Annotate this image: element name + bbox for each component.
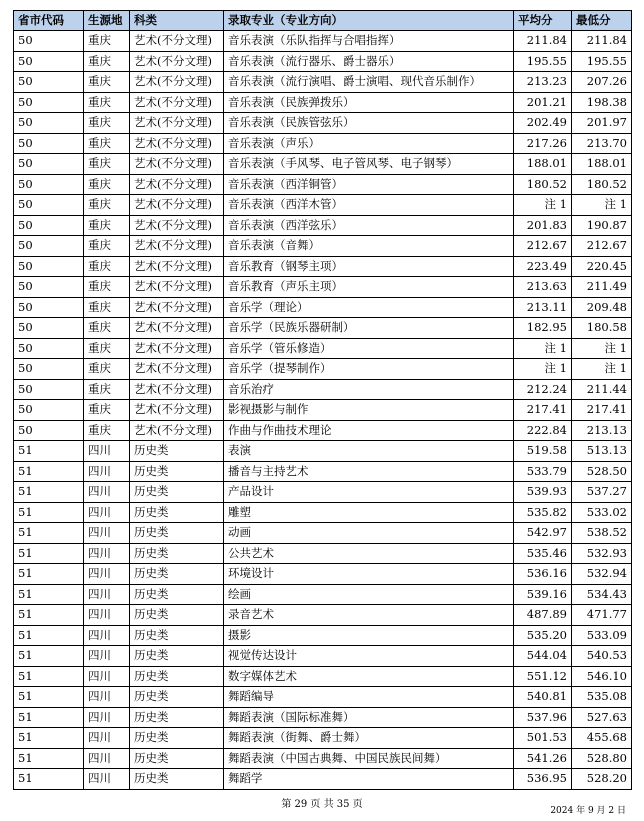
major-cell: 环境设计 <box>224 564 514 585</box>
average-score-cell: 539.93 <box>514 482 572 503</box>
major-cell: 影视摄影与制作 <box>224 400 514 421</box>
table-row <box>14 748 632 769</box>
average-score-cell: 182.95 <box>514 318 572 339</box>
table-row <box>14 174 632 195</box>
origin-cell: 四川 <box>84 605 130 626</box>
origin-cell: 四川 <box>84 482 130 503</box>
table-row <box>14 646 632 667</box>
header-origin: 生源地 <box>84 11 130 31</box>
average-score-cell: 539.16 <box>514 584 572 605</box>
major-cell: 音乐学（管乐修造） <box>224 338 514 359</box>
province-code-cell: 50 <box>14 154 84 175</box>
major-cell: 动画 <box>224 523 514 544</box>
major-cell: 舞蹈表演（国际标准舞） <box>224 707 514 728</box>
average-score-cell: 213.23 <box>514 72 572 93</box>
min-score-cell: 534.43 <box>572 584 632 605</box>
average-score-cell: 201.83 <box>514 215 572 236</box>
header-major: 录取专业（专业方向） <box>224 11 514 31</box>
province-code-cell: 50 <box>14 297 84 318</box>
origin-cell: 四川 <box>84 707 130 728</box>
major-cell: 音乐表演（西洋弦乐） <box>224 215 514 236</box>
major-cell: 音乐表演（流行器乐、爵士器乐） <box>224 51 514 72</box>
table-row <box>14 318 632 339</box>
table-row <box>14 72 632 93</box>
min-score-cell: 513.13 <box>572 441 632 462</box>
table-row <box>14 154 632 175</box>
min-score-cell: 207.26 <box>572 72 632 93</box>
category-cell: 艺术(不分文理) <box>130 297 224 318</box>
major-cell: 产品设计 <box>224 482 514 503</box>
min-score-cell: 527.63 <box>572 707 632 728</box>
category-cell: 艺术(不分文理) <box>130 318 224 339</box>
origin-cell: 重庆 <box>84 297 130 318</box>
province-code-cell: 51 <box>14 461 84 482</box>
average-score-cell: 535.46 <box>514 543 572 564</box>
origin-cell: 重庆 <box>84 92 130 113</box>
table-header-row <box>14 11 632 31</box>
average-score-cell: 540.81 <box>514 687 572 708</box>
major-cell: 音乐表演（西洋铜管） <box>224 174 514 195</box>
min-score-cell: 471.77 <box>572 605 632 626</box>
origin-cell: 重庆 <box>84 133 130 154</box>
min-score-cell: 217.41 <box>572 400 632 421</box>
average-score-cell: 533.79 <box>514 461 572 482</box>
average-score-cell: 注 1 <box>514 338 572 359</box>
table-row <box>14 256 632 277</box>
province-code-cell: 50 <box>14 51 84 72</box>
average-score-cell: 217.41 <box>514 400 572 421</box>
average-score-cell: 213.63 <box>514 277 572 298</box>
table-row <box>14 461 632 482</box>
origin-cell: 重庆 <box>84 338 130 359</box>
category-cell: 艺术(不分文理) <box>130 215 224 236</box>
origin-cell: 重庆 <box>84 51 130 72</box>
average-score-cell: 211.84 <box>514 31 572 52</box>
province-code-cell: 50 <box>14 338 84 359</box>
province-code-cell: 50 <box>14 420 84 441</box>
min-score-cell: 190.87 <box>572 215 632 236</box>
category-cell: 艺术(不分文理) <box>130 400 224 421</box>
province-code-cell: 50 <box>14 113 84 134</box>
category-cell: 历史类 <box>130 687 224 708</box>
origin-cell: 重庆 <box>84 113 130 134</box>
table-row <box>14 523 632 544</box>
origin-cell: 四川 <box>84 502 130 523</box>
min-score-cell: 213.70 <box>572 133 632 154</box>
min-score-cell: 211.84 <box>572 31 632 52</box>
min-score-cell: 180.52 <box>572 174 632 195</box>
document-date: 2024 年 9 月 2 日 <box>550 806 626 816</box>
major-cell: 录音艺术 <box>224 605 514 626</box>
major-cell: 音乐表演（音舞） <box>224 236 514 257</box>
origin-cell: 重庆 <box>84 400 130 421</box>
province-code-cell: 51 <box>14 687 84 708</box>
average-score-cell: 536.95 <box>514 769 572 790</box>
major-cell: 舞蹈表演（街舞、爵士舞） <box>224 728 514 749</box>
min-score-cell: 198.38 <box>572 92 632 113</box>
origin-cell: 重庆 <box>84 318 130 339</box>
table-row <box>14 277 632 298</box>
province-code-cell: 50 <box>14 174 84 195</box>
min-score-cell: 532.94 <box>572 564 632 585</box>
major-cell: 音乐表演（流行演唱、爵士演唱、现代音乐制作） <box>224 72 514 93</box>
min-score-cell: 532.93 <box>572 543 632 564</box>
origin-cell: 重庆 <box>84 215 130 236</box>
average-score-cell: 217.26 <box>514 133 572 154</box>
min-score-cell: 538.52 <box>572 523 632 544</box>
average-score-cell: 212.24 <box>514 379 572 400</box>
category-cell: 历史类 <box>130 584 224 605</box>
min-score-cell: 540.53 <box>572 646 632 667</box>
average-score-cell: 222.84 <box>514 420 572 441</box>
table-row <box>14 92 632 113</box>
table-row <box>14 359 632 380</box>
table-row <box>14 51 632 72</box>
table-row <box>14 502 632 523</box>
province-code-cell: 51 <box>14 584 84 605</box>
major-cell: 音乐表演（乐队指挥与合唱指挥） <box>224 31 514 52</box>
average-score-cell: 536.16 <box>514 564 572 585</box>
average-score-cell: 542.97 <box>514 523 572 544</box>
category-cell: 历史类 <box>130 646 224 667</box>
average-score-cell: 213.11 <box>514 297 572 318</box>
origin-cell: 重庆 <box>84 256 130 277</box>
major-cell: 音乐学（民族乐器研制） <box>224 318 514 339</box>
admission-scores-table <box>13 10 632 790</box>
major-cell: 摄影 <box>224 625 514 646</box>
major-cell: 音乐教育（声乐主项） <box>224 277 514 298</box>
major-cell: 音乐学（提琴制作） <box>224 359 514 380</box>
major-cell: 音乐学（理论） <box>224 297 514 318</box>
category-cell: 艺术(不分文理) <box>130 72 224 93</box>
min-score-cell: 注 1 <box>572 338 632 359</box>
average-score-cell: 180.52 <box>514 174 572 195</box>
average-score-cell: 519.58 <box>514 441 572 462</box>
table-row <box>14 769 632 790</box>
table-row <box>14 338 632 359</box>
province-code-cell: 50 <box>14 236 84 257</box>
category-cell: 艺术(不分文理) <box>130 113 224 134</box>
category-cell: 艺术(不分文理) <box>130 359 224 380</box>
province-code-cell: 51 <box>14 482 84 503</box>
table-row <box>14 687 632 708</box>
table-row <box>14 420 632 441</box>
major-cell: 音乐表演（声乐） <box>224 133 514 154</box>
table-body <box>14 31 632 790</box>
table-row <box>14 728 632 749</box>
origin-cell: 四川 <box>84 728 130 749</box>
major-cell: 播音与主持艺术 <box>224 461 514 482</box>
province-code-cell: 51 <box>14 625 84 646</box>
province-code-cell: 50 <box>14 277 84 298</box>
table-row <box>14 236 632 257</box>
province-code-cell: 51 <box>14 707 84 728</box>
category-cell: 历史类 <box>130 441 224 462</box>
province-code-cell: 51 <box>14 441 84 462</box>
origin-cell: 四川 <box>84 687 130 708</box>
major-cell: 舞蹈表演（中国古典舞、中国民族民间舞） <box>224 748 514 769</box>
province-code-cell: 50 <box>14 318 84 339</box>
category-cell: 艺术(不分文理) <box>130 338 224 359</box>
min-score-cell: 211.49 <box>572 277 632 298</box>
category-cell: 历史类 <box>130 502 224 523</box>
table-row <box>14 707 632 728</box>
province-code-cell: 51 <box>14 769 84 790</box>
category-cell: 历史类 <box>130 748 224 769</box>
min-score-cell: 533.09 <box>572 625 632 646</box>
min-score-cell: 528.20 <box>572 769 632 790</box>
major-cell: 舞蹈学 <box>224 769 514 790</box>
min-score-cell: 188.01 <box>572 154 632 175</box>
min-score-cell: 212.67 <box>572 236 632 257</box>
header-average-score: 平均分 <box>514 11 572 31</box>
category-cell: 艺术(不分文理) <box>130 379 224 400</box>
average-score-cell: 188.01 <box>514 154 572 175</box>
category-cell: 艺术(不分文理) <box>130 31 224 52</box>
province-code-cell: 50 <box>14 92 84 113</box>
table-row <box>14 605 632 626</box>
major-cell: 舞蹈编导 <box>224 687 514 708</box>
page-number: 第 29 页 共 35 页 <box>281 799 363 810</box>
province-code-cell: 51 <box>14 502 84 523</box>
category-cell: 历史类 <box>130 625 224 646</box>
category-cell: 历史类 <box>130 728 224 749</box>
table-row <box>14 441 632 462</box>
min-score-cell: 535.08 <box>572 687 632 708</box>
average-score-cell: 注 1 <box>514 359 572 380</box>
major-cell: 绘画 <box>224 584 514 605</box>
min-score-cell: 528.50 <box>572 461 632 482</box>
province-code-cell: 50 <box>14 72 84 93</box>
table-row <box>14 543 632 564</box>
table-row <box>14 400 632 421</box>
origin-cell: 四川 <box>84 564 130 585</box>
category-cell: 艺术(不分文理) <box>130 92 224 113</box>
province-code-cell: 51 <box>14 543 84 564</box>
origin-cell: 重庆 <box>84 359 130 380</box>
province-code-cell: 51 <box>14 605 84 626</box>
min-score-cell: 211.44 <box>572 379 632 400</box>
major-cell: 表演 <box>224 441 514 462</box>
major-cell: 音乐表演（民族弹拨乐） <box>224 92 514 113</box>
major-cell: 公共艺术 <box>224 543 514 564</box>
table-row <box>14 564 632 585</box>
province-code-cell: 50 <box>14 195 84 216</box>
origin-cell: 四川 <box>84 461 130 482</box>
category-cell: 艺术(不分文理) <box>130 195 224 216</box>
province-code-cell: 50 <box>14 359 84 380</box>
category-cell: 艺术(不分文理) <box>130 133 224 154</box>
province-code-cell: 50 <box>14 400 84 421</box>
origin-cell: 重庆 <box>84 379 130 400</box>
province-code-cell: 50 <box>14 215 84 236</box>
category-cell: 历史类 <box>130 461 224 482</box>
header-min-score: 最低分 <box>572 11 632 31</box>
origin-cell: 重庆 <box>84 277 130 298</box>
min-score-cell: 455.68 <box>572 728 632 749</box>
min-score-cell: 195.55 <box>572 51 632 72</box>
origin-cell: 四川 <box>84 646 130 667</box>
province-code-cell: 50 <box>14 379 84 400</box>
origin-cell: 四川 <box>84 523 130 544</box>
origin-cell: 四川 <box>84 769 130 790</box>
category-cell: 艺术(不分文理) <box>130 236 224 257</box>
average-score-cell: 535.20 <box>514 625 572 646</box>
category-cell: 艺术(不分文理) <box>130 256 224 277</box>
average-score-cell: 223.49 <box>514 256 572 277</box>
table-row <box>14 215 632 236</box>
province-code-cell: 51 <box>14 564 84 585</box>
major-cell: 音乐教育（钢琴主项） <box>224 256 514 277</box>
min-score-cell: 180.58 <box>572 318 632 339</box>
header-province-code: 省市代码 <box>14 11 84 31</box>
major-cell: 数字媒体艺术 <box>224 666 514 687</box>
min-score-cell: 213.13 <box>572 420 632 441</box>
category-cell: 艺术(不分文理) <box>130 154 224 175</box>
table-row <box>14 195 632 216</box>
origin-cell: 四川 <box>84 748 130 769</box>
average-score-cell: 202.49 <box>514 113 572 134</box>
category-cell: 历史类 <box>130 769 224 790</box>
origin-cell: 重庆 <box>84 236 130 257</box>
category-cell: 历史类 <box>130 605 224 626</box>
average-score-cell: 535.82 <box>514 502 572 523</box>
category-cell: 艺术(不分文理) <box>130 174 224 195</box>
origin-cell: 四川 <box>84 625 130 646</box>
min-score-cell: 注 1 <box>572 195 632 216</box>
origin-cell: 四川 <box>84 666 130 687</box>
category-cell: 历史类 <box>130 543 224 564</box>
average-score-cell: 201.21 <box>514 92 572 113</box>
average-score-cell: 501.53 <box>514 728 572 749</box>
min-score-cell: 546.10 <box>572 666 632 687</box>
major-cell: 雕塑 <box>224 502 514 523</box>
origin-cell: 重庆 <box>84 72 130 93</box>
major-cell: 作曲与作曲技术理论 <box>224 420 514 441</box>
origin-cell: 四川 <box>84 543 130 564</box>
major-cell: 音乐表演（手风琴、电子管风琴、电子钢琴） <box>224 154 514 175</box>
average-score-cell: 541.26 <box>514 748 572 769</box>
category-cell: 历史类 <box>130 707 224 728</box>
table-row <box>14 482 632 503</box>
category-cell: 艺术(不分文理) <box>130 420 224 441</box>
min-score-cell: 209.48 <box>572 297 632 318</box>
origin-cell: 重庆 <box>84 420 130 441</box>
min-score-cell: 注 1 <box>572 359 632 380</box>
origin-cell: 四川 <box>84 441 130 462</box>
province-code-cell: 50 <box>14 133 84 154</box>
average-score-cell: 195.55 <box>514 51 572 72</box>
province-code-cell: 50 <box>14 256 84 277</box>
average-score-cell: 487.89 <box>514 605 572 626</box>
min-score-cell: 537.27 <box>572 482 632 503</box>
table-row <box>14 133 632 154</box>
major-cell: 音乐表演（民族管弦乐） <box>224 113 514 134</box>
category-cell: 艺术(不分文理) <box>130 51 224 72</box>
origin-cell: 重庆 <box>84 31 130 52</box>
origin-cell: 重庆 <box>84 195 130 216</box>
major-cell: 音乐治疗 <box>224 379 514 400</box>
table-row <box>14 297 632 318</box>
province-code-cell: 51 <box>14 666 84 687</box>
province-code-cell: 51 <box>14 646 84 667</box>
province-code-cell: 50 <box>14 31 84 52</box>
origin-cell: 重庆 <box>84 154 130 175</box>
average-score-cell: 注 1 <box>514 195 572 216</box>
category-cell: 历史类 <box>130 564 224 585</box>
min-score-cell: 201.97 <box>572 113 632 134</box>
province-code-cell: 51 <box>14 523 84 544</box>
header-category: 科类 <box>130 11 224 31</box>
average-score-cell: 537.96 <box>514 707 572 728</box>
table-row <box>14 379 632 400</box>
origin-cell: 四川 <box>84 584 130 605</box>
category-cell: 历史类 <box>130 666 224 687</box>
major-cell: 视觉传达设计 <box>224 646 514 667</box>
average-score-cell: 551.12 <box>514 666 572 687</box>
average-score-cell: 544.04 <box>514 646 572 667</box>
min-score-cell: 533.02 <box>572 502 632 523</box>
province-code-cell: 51 <box>14 748 84 769</box>
category-cell: 艺术(不分文理) <box>130 277 224 298</box>
category-cell: 历史类 <box>130 523 224 544</box>
table-row <box>14 31 632 52</box>
category-cell: 历史类 <box>130 482 224 503</box>
min-score-cell: 220.45 <box>572 256 632 277</box>
province-code-cell: 51 <box>14 728 84 749</box>
table-row <box>14 666 632 687</box>
table-row <box>14 625 632 646</box>
table-row <box>14 113 632 134</box>
average-score-cell: 212.67 <box>514 236 572 257</box>
min-score-cell: 528.80 <box>572 748 632 769</box>
table-row <box>14 584 632 605</box>
origin-cell: 重庆 <box>84 174 130 195</box>
major-cell: 音乐表演（西洋木管） <box>224 195 514 216</box>
